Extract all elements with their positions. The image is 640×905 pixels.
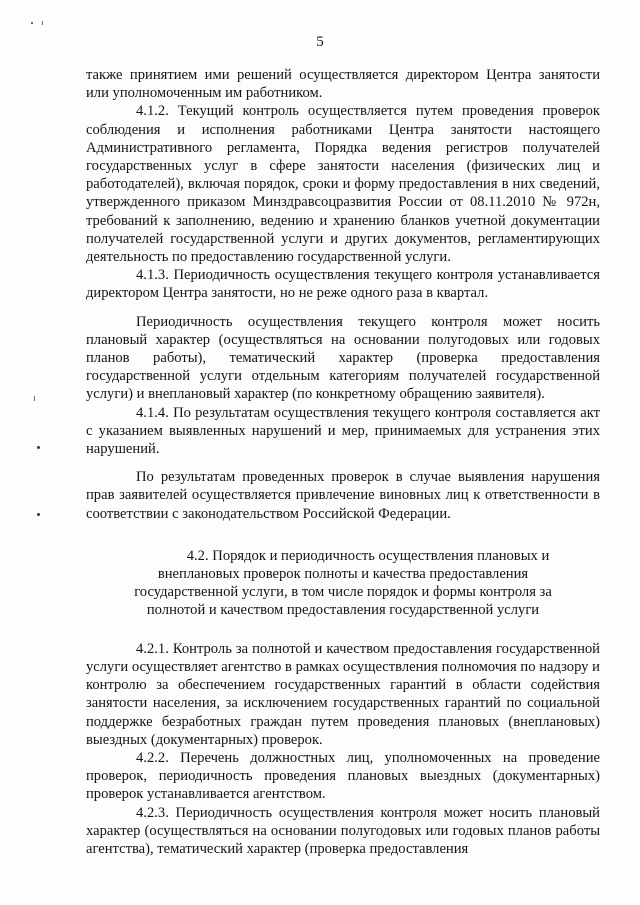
document-body xyxy=(86,66,600,858)
page-number: 5 xyxy=(316,34,324,50)
paragraph-4-2-3: 4.2.3. Периодичность осуществления контроля может носить плановый характер (осуществляться на основании полугодовых или годовых планов работы агентства), тематический характер (проверка предоставления xyxy=(86,804,600,857)
paragraph-4-2-1: 4.2.1. Контроль за полнотой и качеством предоставления государственной услуги осуществляет агентство в рамках осуществления полномочия по надзору и контролю за обеспечением государственных гарантий в области содействия занятости населения, за исключением государственных гарантий по социальной поддержке безработных граждан путем проведения плановых (внеплановых) выездных (документарных) проверок. xyxy=(86,640,600,748)
scan-dot-mark xyxy=(37,513,40,516)
paragraph-4-1-3: 4.1.3. Периодичность осуществления текущего контроля устанавливается директором Центра занятости, но не реже одного раза в квартал. xyxy=(86,267,600,302)
paragraph-4-1-4: 4.1.4. По результатам осуществления текущего контроля составляется акт с указанием выявленных нарушений и мер, принимаемых для устранения этих нарушений. xyxy=(86,404,600,458)
paragraph-4-2-2: 4.2.2. Перечень должностных лиц, уполномоченных на проведение проверок, периодичность проведения плановых выездных (документарных) проверок устанавливается агентством. xyxy=(86,749,600,803)
scan-dot-mark xyxy=(31,22,33,24)
scan-dot-mark xyxy=(37,446,40,449)
scan-tick-mark xyxy=(34,396,35,401)
section-heading-4-2: 4.2. Порядок и периодичность осуществления плановых и внеплановых проверок полноты и качества предоставления государственной услуги, в том числе порядок и формы контроля за полнотой и качеством предоставления государственной услуги xyxy=(134,547,552,619)
paragraph-periodicity: Периодичность осуществления текущего контроля может носить плановый характер (осуществляться на основании полугодовых или годовых планов работы), тематический характер (проверка предоставления государственной услуги отдельным категориям получателей государственной услуги) и внеплановый характер (по конкретному обращению заявителя). xyxy=(86,313,600,403)
paragraph-4-1-2: 4.1.2. Текущий контроль осуществляется путем проведения проверок соблюдения и исполнения работниками Центра занятости настоящего Административного регламента, Порядка ведения регистров получателей государственных услуг в сфере занятости населения (физических лиц и работодателей), включая порядок, сроки и форму предоставления в них сведений, утвержденного приказом Минздравсоцразвития России от 08.11.2010 № 972н, требований к заполнению, ведению и хранению бланков учетной документации получателей государственной услуги и других документов, регламентирующих деятельность по предоставлению государственной услуги. xyxy=(86,103,600,266)
paragraph-violations: По результатам проведенных проверок в случае выявления нарушения прав заявителей осуществляется привлечение виновных лиц к ответственности в соответствии с законодательством Российской Федерации. xyxy=(86,469,600,522)
paragraph-continuation: также принятием ими решений осуществляется директором Центра занятости или уполномоченным им работником. xyxy=(86,67,600,102)
scan-tick-mark xyxy=(42,21,43,25)
